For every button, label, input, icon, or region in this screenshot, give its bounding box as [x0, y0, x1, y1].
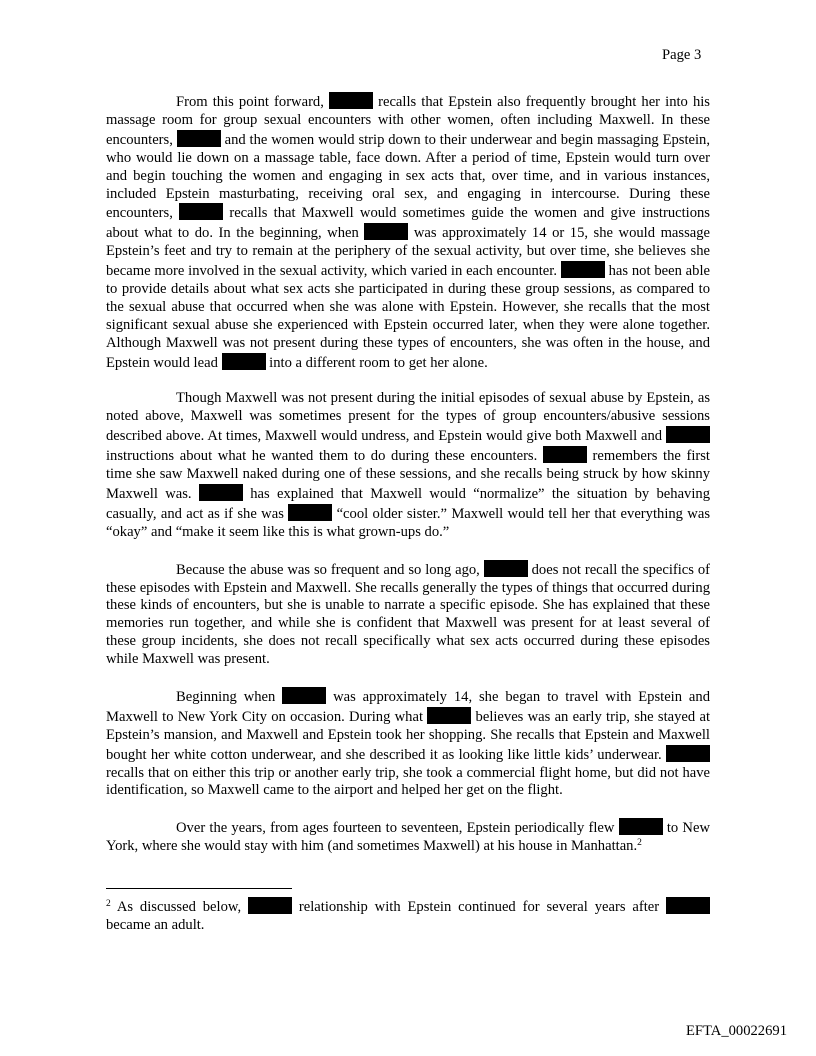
- text-segment: to New York, where she would stay with him (and sometimes Maxwell) at his house in Manhattan.: [106, 820, 710, 855]
- redaction-box: [282, 687, 326, 704]
- text-segment: relationship with Epstein continued for several years after: [292, 899, 666, 915]
- text-segment: remembers the first time she saw Maxwell naked during one of these sessions, and she recalls being struck by how skinny Maxwell was.: [106, 448, 710, 503]
- text-segment: was approximately 14, she began to travel with Epstein and Maxwell to New York City on occasion. During what: [106, 688, 710, 725]
- text-segment: and the women would strip down to their underwear and begin massaging Epstein, who would lie down on a massage table, face down. After a period of time, Epstein would turn over and begin touching the women and engaging in sex acts that, over time, and in various instances, included Epstein masturbating, receiving oral sex, and engaging in intercourse. During these encounters,: [106, 131, 710, 222]
- text-segment: Over the years, from ages fourteen to seventeen, Epstein periodically flew: [176, 820, 619, 837]
- redaction-box: [199, 484, 243, 501]
- redaction-box: [543, 446, 587, 463]
- redaction-box: [666, 426, 710, 443]
- text-segment: has not been able to provide details about what sex acts she participated in during these group sessions, as compared to the sexual abuse that occurred when she was alone with Epstein. However, she recalls that the most significant sexual abuse she experienced with Epstein occurred later, when they were alone together. Although Maxwell was not present during these types of encounters, she was often in the house, and Epstein would lead: [106, 263, 710, 371]
- paragraph: [106, 818, 710, 856]
- text-segment: was approximately 14 or 15, she would massage Epstein’s feet and try to remain at the periphery of the sexual activity, but over time, she believes she became more involved in the sexual activity, which varied in each encounter.: [106, 225, 711, 280]
- text-segment: recalls that Maxwell would sometimes guide the women and give instructions about what to do. In the beginning, when: [106, 205, 710, 242]
- document-id: EFTA_00022691: [686, 1023, 787, 1039]
- text-segment: “cool older sister.” Maxwell would tell her that everything was “okay” and “make it seem like this is what grown-ups do.”: [106, 505, 711, 540]
- text-segment: Because the abuse was so frequent and so long ago,: [176, 561, 484, 578]
- redaction-box: [666, 897, 710, 914]
- footnote-marker: 2: [106, 899, 111, 909]
- text-segment: recalls that Epstein also frequently brought her into his massage room for group sexual encounters with other women, often including Maxwell. In these encounters,: [106, 94, 710, 148]
- text-segment: into a different room to get her alone.: [265, 354, 488, 371]
- paragraph: [106, 390, 710, 541]
- footnote-divider: [106, 888, 292, 889]
- text-segment: does not recall the specifics of these episodes with Epstein and Maxwell. She recalls generally the types of things that occurred during these kinds of encounters, but she is unable to narrate a specific episode. She has explained that these memories run together, and while she is confident that Maxwell was present for at least several of these group incidents, she does not recall specifically what sex acts occurred during these episodes while Maxwell was present.: [106, 561, 711, 668]
- text-segment: From this point forward,: [176, 94, 329, 110]
- paragraph: [106, 687, 710, 800]
- redaction-box: [666, 745, 710, 762]
- redaction-box: [329, 92, 373, 109]
- redaction-box: [248, 897, 292, 914]
- redaction-box: [427, 707, 471, 724]
- page-number: Page 3: [662, 47, 702, 63]
- redaction-box: [484, 560, 528, 577]
- text-segment: recalls that on either this trip or another early trip, she took a commercial flight home, but did not have identification, so Maxwell came to the airport and helped her get on the flight.: [106, 764, 710, 799]
- redaction-box: [222, 353, 266, 370]
- redaction-box: [619, 818, 663, 835]
- text-segment: As discussed below,: [110, 899, 249, 915]
- footnote-reference: 2: [637, 838, 642, 849]
- redaction-box: [364, 223, 408, 240]
- paragraph: [106, 560, 710, 669]
- footnote: [106, 897, 710, 935]
- redaction-box: [177, 130, 221, 147]
- text-segment: became an adult.: [106, 916, 205, 933]
- text-segment: instructions about what he wanted them to do during these encounters.: [106, 448, 543, 465]
- text-segment: Though Maxwell was not present during the initial episodes of sexual abuse by Epstein, as noted above, Maxwell was sometimes present for the types of group encounters/abusive sessions described above. At times, Maxwell would undress, and Epstein would give both Maxwell and: [106, 390, 710, 445]
- redaction-box: [561, 261, 605, 278]
- body-text: [106, 92, 710, 874]
- text-segment: Beginning when: [176, 688, 283, 705]
- redaction-box: [288, 504, 332, 521]
- paragraph: [106, 92, 710, 373]
- text-segment: has explained that Maxwell would “normalize” the situation by behaving casually, and act as if she was: [106, 486, 710, 522]
- redaction-box: [179, 203, 223, 220]
- text-segment: believes was an early trip, she stayed at Epstein’s mansion, and Maxwell and Epstein took her shopping. She recalls that Epstein and Maxwell bought her white cotton underwear, and she described it as looking like little kids’ underwear.: [106, 708, 710, 763]
